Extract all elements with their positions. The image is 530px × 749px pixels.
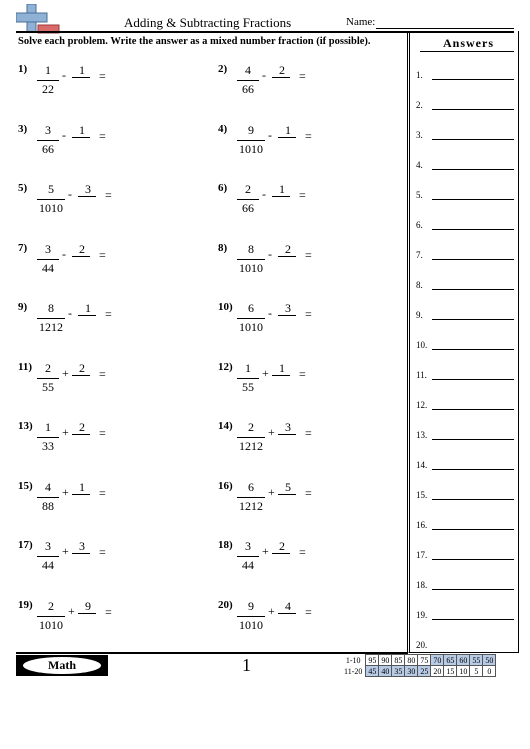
first-denominator: 1010	[39, 617, 63, 632]
first-numerator: 2	[45, 360, 51, 375]
first-fraction	[37, 63, 59, 97]
first-fraction	[37, 480, 59, 514]
second-numerator: 1	[79, 63, 85, 77]
answer-number: 7.	[416, 250, 423, 260]
first-denominator: 66	[237, 199, 259, 216]
first-fraction	[37, 182, 65, 216]
equals-sign: =	[305, 128, 312, 143]
answer-number: 13.	[416, 430, 428, 440]
first-fraction	[237, 599, 265, 633]
equals-sign: =	[305, 426, 312, 440]
second-numerator: 3	[79, 539, 85, 553]
second-numerator: 4	[285, 598, 291, 613]
operator: -	[268, 246, 272, 261]
score-cell: 30	[405, 666, 418, 677]
second-numerator: 2	[279, 539, 285, 553]
first-denominator: 1010	[239, 320, 263, 334]
second-numerator: 1	[79, 479, 85, 494]
equals-sign: =	[99, 366, 106, 381]
instructions: Solve each problem. Write the answer as a mixed number fraction (if possible).	[18, 36, 371, 47]
first-numerator: 3	[45, 241, 51, 256]
first-denominator: 66	[37, 140, 59, 157]
score-cell: 90	[379, 655, 392, 666]
first-numerator: 4	[45, 479, 51, 494]
subject-label: Math	[23, 657, 101, 674]
equals-sign: =	[105, 604, 112, 619]
first-fraction	[37, 123, 59, 157]
answer-line[interactable]	[432, 289, 514, 290]
first-numerator: 1	[45, 63, 51, 77]
first-numerator: 9	[248, 598, 254, 613]
answer-line[interactable]	[432, 379, 514, 380]
first-denominator: 1010	[39, 201, 63, 215]
operator: +	[62, 425, 69, 439]
operator: +	[62, 365, 69, 380]
second-denominator-blank[interactable]	[72, 494, 90, 495]
second-numerator: 2	[279, 63, 285, 77]
score-cell: 55	[470, 655, 483, 666]
score-cell: 15	[444, 666, 457, 677]
operator: +	[262, 365, 269, 380]
second-denominator-blank[interactable]	[272, 77, 290, 78]
answer-number: 19.	[416, 610, 428, 620]
score-cell: 80	[405, 655, 418, 666]
equals-sign: =	[99, 426, 106, 440]
second-numerator: 2	[79, 360, 85, 375]
answer-line[interactable]	[432, 349, 514, 350]
equals-sign: =	[105, 307, 112, 321]
equals-sign: =	[105, 188, 112, 202]
second-numerator: 1	[79, 122, 85, 137]
first-numerator: 1	[45, 420, 51, 434]
answer-line[interactable]	[432, 409, 514, 410]
answer-number: 8.	[416, 280, 423, 290]
answer-line[interactable]	[432, 79, 514, 80]
operator: -	[62, 127, 66, 142]
first-fraction	[237, 539, 259, 573]
first-denominator: 44	[37, 259, 59, 276]
answer-number: 4.	[416, 160, 423, 170]
answer-line[interactable]	[432, 139, 514, 140]
problem-number: 5)	[18, 182, 28, 194]
answer-line[interactable]	[432, 559, 514, 560]
second-numerator: 3	[285, 420, 291, 434]
answer-line[interactable]	[432, 499, 514, 500]
first-fraction	[237, 242, 265, 276]
answer-number: 14.	[416, 460, 428, 470]
first-denominator: 66	[237, 80, 259, 97]
first-fraction	[37, 301, 65, 335]
first-denominator: 1212	[239, 498, 263, 513]
score-row	[342, 666, 496, 677]
second-denominator-blank[interactable]	[72, 256, 90, 257]
operator: -	[268, 306, 272, 320]
first-fraction	[237, 480, 265, 514]
second-numerator: 1	[285, 122, 291, 137]
score-range-label: 11-20	[344, 666, 363, 676]
problem-number: 12)	[218, 360, 233, 373]
operator: -	[268, 127, 272, 142]
first-numerator: 3	[245, 539, 251, 553]
first-numerator: 9	[248, 122, 254, 137]
first-denominator: 1010	[239, 260, 263, 275]
name-field[interactable]	[376, 28, 514, 29]
equals-sign: =	[99, 69, 106, 83]
score-cell: 10	[457, 666, 470, 677]
second-numerator: 9	[85, 598, 91, 613]
score-cell: 70	[431, 655, 444, 666]
equals-sign: =	[299, 188, 306, 202]
first-denominator: 55	[237, 378, 259, 395]
second-denominator-blank[interactable]	[278, 137, 296, 138]
first-fraction	[237, 63, 259, 97]
page-number: 1	[242, 655, 251, 675]
operator: +	[62, 544, 69, 558]
answer-number: 16.	[416, 520, 428, 530]
problem-number: 3)	[18, 122, 28, 135]
score-table	[342, 654, 496, 677]
second-denominator-blank[interactable]	[272, 196, 290, 197]
operator: +	[268, 425, 275, 439]
second-denominator-blank[interactable]	[278, 434, 296, 435]
first-numerator: 3	[45, 122, 51, 137]
first-fraction	[237, 361, 259, 395]
second-denominator-blank[interactable]	[72, 375, 90, 376]
problem-number: 19)	[18, 598, 33, 611]
answer-number: 10.	[416, 340, 428, 350]
first-numerator: 2	[48, 598, 54, 613]
score-cell: 40	[379, 666, 392, 677]
first-fraction	[37, 242, 59, 276]
first-numerator: 4	[245, 63, 251, 77]
first-denominator: 1212	[39, 320, 63, 334]
score-cell: 95	[366, 655, 379, 666]
problem-number: 1)	[18, 63, 28, 75]
second-numerator: 3	[285, 301, 291, 315]
second-denominator-blank[interactable]	[278, 256, 296, 257]
problem-number: 9)	[18, 301, 28, 313]
first-denominator: 33	[37, 437, 59, 454]
first-denominator: 88	[37, 497, 59, 514]
problem-number: 16)	[218, 479, 233, 492]
answer-line[interactable]	[432, 529, 514, 530]
second-numerator: 1	[279, 360, 285, 375]
first-numerator: 2	[245, 182, 251, 196]
first-numerator: 8	[48, 301, 54, 315]
problem-number: 8)	[218, 241, 228, 254]
answer-line[interactable]	[432, 319, 514, 320]
answer-number: 2.	[416, 100, 423, 110]
first-numerator: 3	[45, 539, 51, 553]
second-numerator: 1	[279, 182, 285, 196]
equals-sign: =	[99, 485, 106, 500]
first-fraction	[237, 123, 265, 157]
second-denominator-blank[interactable]	[272, 553, 290, 554]
operator: +	[262, 544, 269, 558]
first-denominator: 1212	[239, 439, 263, 453]
second-numerator: 2	[285, 241, 291, 256]
first-fraction	[237, 182, 259, 216]
equals-sign: =	[99, 247, 106, 262]
first-denominator: 44	[37, 556, 59, 573]
first-denominator: 22	[37, 80, 59, 97]
answer-line[interactable]	[432, 229, 514, 230]
equals-sign: =	[299, 545, 306, 559]
plus-minus-logo-icon	[16, 4, 60, 34]
first-denominator: 55	[37, 378, 59, 395]
equals-sign: =	[299, 69, 306, 83]
equals-sign: =	[305, 307, 312, 321]
score-cell: 35	[392, 666, 405, 677]
score-cell: 75	[418, 655, 431, 666]
score-cell: 5	[470, 666, 483, 677]
second-denominator-blank[interactable]	[78, 315, 96, 316]
answer-line[interactable]	[432, 259, 514, 260]
answer-number: 20.	[416, 640, 428, 650]
second-denominator-blank[interactable]	[78, 613, 96, 614]
second-denominator-blank[interactable]	[278, 494, 296, 495]
answer-number: 6.	[416, 220, 423, 230]
score-cell: 0	[483, 666, 496, 677]
second-denominator-blank[interactable]	[72, 553, 90, 554]
first-numerator: 2	[248, 420, 254, 434]
equals-sign: =	[99, 128, 106, 143]
first-numerator: 8	[248, 241, 254, 256]
answers-title-underline	[420, 51, 514, 52]
problem-number: 13)	[18, 420, 33, 432]
operator: -	[62, 246, 66, 261]
answer-number: 17.	[416, 550, 428, 560]
equals-sign: =	[305, 485, 312, 500]
first-numerator: 5	[48, 182, 54, 196]
worksheet-title: Adding & Subtracting Fractions	[124, 15, 292, 30]
answers-title: Answers	[443, 36, 494, 50]
answer-number: 1.	[416, 70, 423, 80]
second-numerator: 2	[79, 241, 85, 256]
problem-number: 10)	[218, 301, 233, 313]
operator: +	[68, 603, 75, 618]
first-fraction	[37, 599, 65, 633]
second-numerator: 2	[79, 420, 85, 434]
operator: -	[68, 306, 72, 320]
problem-number: 20)	[218, 598, 233, 611]
first-fraction	[237, 301, 265, 335]
score-cell: 20	[431, 666, 444, 677]
operator: +	[268, 484, 275, 499]
answer-line[interactable]	[432, 199, 514, 200]
answer-number: 9.	[416, 310, 423, 320]
answer-number: 12.	[416, 400, 428, 410]
score-cell: 65	[444, 655, 457, 666]
problem-number: 6)	[218, 182, 228, 194]
problem-number: 2)	[218, 63, 228, 75]
second-numerator: 5	[285, 479, 291, 494]
first-denominator: 44	[237, 556, 259, 573]
score-cell: 25	[418, 666, 431, 677]
subject-badge	[16, 655, 108, 676]
answer-number: 11.	[416, 370, 427, 380]
first-numerator: 1	[245, 360, 251, 375]
first-numerator: 6	[248, 301, 254, 315]
first-fraction	[237, 420, 265, 454]
score-range-label: 1-10	[345, 655, 361, 665]
problem-number: 7)	[18, 241, 28, 254]
problem-number: 15)	[18, 479, 33, 492]
answer-line[interactable]	[432, 439, 514, 440]
first-denominator: 1010	[239, 141, 263, 156]
equals-sign: =	[99, 545, 106, 559]
name-label: Name:	[346, 16, 376, 28]
operator: -	[62, 68, 66, 82]
problem-number: 11)	[18, 360, 33, 373]
answer-line[interactable]	[432, 589, 514, 590]
answer-line[interactable]	[432, 169, 514, 170]
operator: +	[268, 603, 275, 618]
second-denominator-blank[interactable]	[272, 375, 290, 376]
first-fraction	[37, 420, 59, 454]
problem-number: 14)	[218, 420, 233, 432]
second-denominator-blank[interactable]	[278, 315, 296, 316]
operator: -	[262, 187, 266, 201]
problem-number: 4)	[218, 122, 228, 135]
operator: -	[68, 187, 72, 201]
first-fraction	[37, 539, 59, 573]
problem-number: 18)	[218, 539, 233, 551]
equals-sign: =	[305, 247, 312, 262]
operator: +	[62, 484, 69, 499]
second-denominator-blank[interactable]	[78, 196, 96, 197]
first-numerator: 6	[248, 479, 254, 494]
second-numerator: 1	[85, 301, 91, 315]
score-cell: 85	[392, 655, 405, 666]
equals-sign: =	[299, 366, 306, 381]
second-numerator: 3	[85, 182, 91, 196]
answer-line[interactable]	[432, 619, 514, 620]
first-fraction	[37, 361, 59, 395]
answer-number: 3.	[416, 130, 423, 140]
score-cell: 50	[483, 655, 496, 666]
score-cell: 60	[457, 655, 470, 666]
answer-line[interactable]	[432, 109, 514, 110]
score-cell: 45	[366, 666, 379, 677]
operator: -	[262, 68, 266, 82]
problem-number: 17)	[18, 539, 33, 551]
answer-number: 5.	[416, 190, 423, 200]
score-row	[342, 655, 496, 666]
answer-number: 15.	[416, 490, 428, 500]
second-denominator-blank[interactable]	[72, 434, 90, 435]
equals-sign: =	[305, 604, 312, 619]
answer-line[interactable]	[432, 469, 514, 470]
second-denominator-blank[interactable]	[72, 137, 90, 138]
first-denominator: 1010	[239, 617, 263, 632]
second-denominator-blank[interactable]	[72, 77, 90, 78]
second-denominator-blank[interactable]	[278, 613, 296, 614]
answer-number: 18.	[416, 580, 428, 590]
